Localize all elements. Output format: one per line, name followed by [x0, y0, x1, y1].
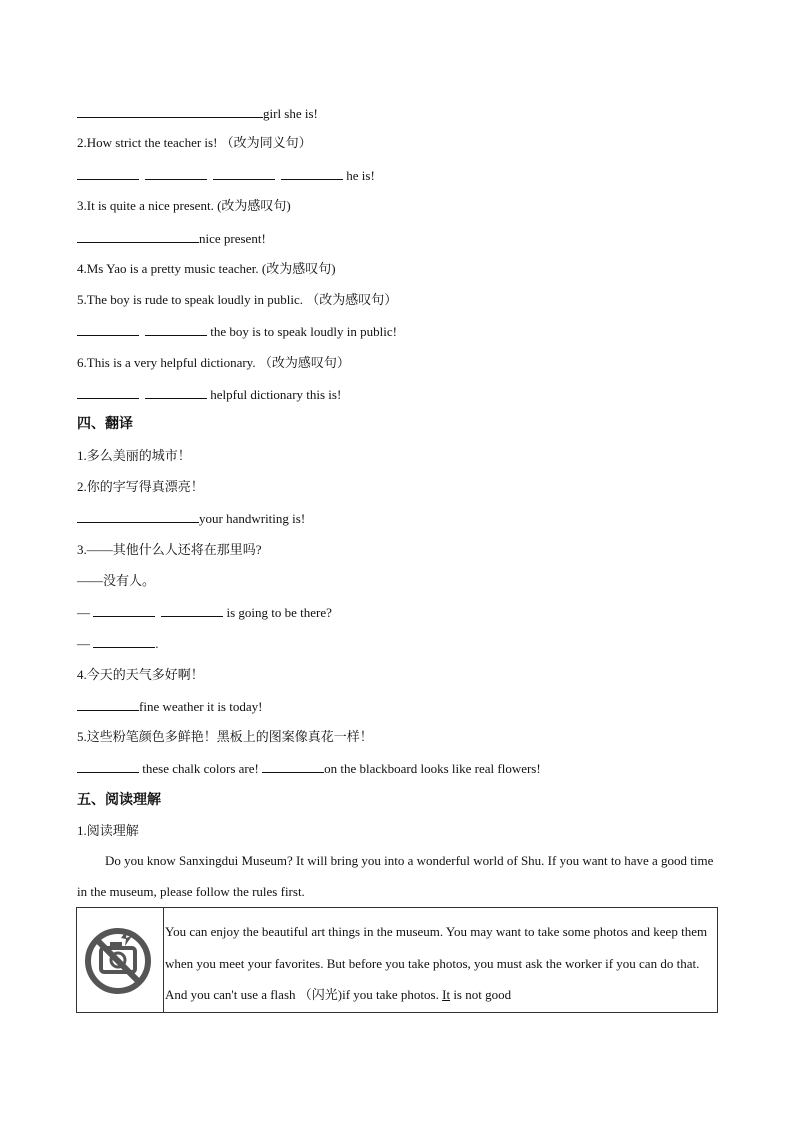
icon-cell: [77, 908, 164, 1012]
question-2: 2.How strict the teacher is! （改为同义句）: [77, 135, 312, 150]
blank[interactable]: [145, 322, 207, 336]
blank[interactable]: [262, 759, 324, 773]
blank[interactable]: [77, 166, 139, 180]
answer-line-5: the boy is to speak loudly in public!: [77, 322, 397, 341]
translation-q3: 3.——其他什么人还将在那里吗?: [77, 542, 262, 557]
translation-a2: your handwriting is!: [77, 509, 305, 528]
section-heading-reading: 五、阅读理解: [77, 792, 161, 808]
reading-intro: Do you know Sanxingdui Museum? It will bring you into a wonderful world of Shu. If you want to have a good time in the museum, please follow the rules first.: [77, 853, 714, 899]
rules-table: [76, 907, 718, 1013]
blank[interactable]: [281, 166, 343, 180]
question-6: 6.This is a very helpful dictionary. （改为感叹句）: [77, 355, 350, 370]
question-5: 5.The boy is rude to speak loudly in public. （改为感叹句）: [77, 292, 398, 307]
translation-a4: fine weather it is today!: [77, 697, 262, 716]
blank[interactable]: [77, 385, 139, 399]
blank[interactable]: [77, 104, 263, 118]
blank[interactable]: [93, 634, 155, 648]
reading-subheading: 1.阅读理解: [77, 823, 139, 838]
translation-q4: 4.今天的天气多好啊！: [77, 667, 204, 682]
translation-a3-2: — .: [77, 636, 159, 651]
rules-text: You can enjoy the beautiful art things in the museum. You may want to take some photos and keep them when you meet your favorites. But before you take photos, you must ask the worker if you can do that. And you can't use a flash （闪光)if you take photos. It is not good: [165, 924, 708, 1002]
blank[interactable]: [145, 385, 207, 399]
blank[interactable]: [93, 603, 155, 617]
answer-line-1: girl she is!: [77, 104, 318, 123]
answer-line-2: he is!: [77, 166, 375, 185]
blank[interactable]: [77, 697, 139, 711]
translation-a3-1: — is going to be there?: [77, 605, 332, 620]
blank[interactable]: [145, 166, 207, 180]
blank[interactable]: [77, 509, 199, 523]
question-3: 3.It is quite a nice present. (改为感叹句): [77, 198, 291, 213]
translation-q3-reply: ——没有人。: [77, 573, 156, 588]
blank[interactable]: [77, 229, 199, 243]
answer-line-3: nice present!: [77, 229, 266, 248]
no-camera-icon: [77, 908, 163, 1012]
blank[interactable]: [77, 322, 139, 336]
translation-a5: these chalk colors are! on the blackboard looks like real flowers!: [77, 759, 541, 778]
blank[interactable]: [77, 759, 139, 773]
translation-q1: 1.多么美丽的城市！: [77, 448, 191, 463]
blank[interactable]: [213, 166, 275, 180]
section-heading-translation: 四、翻译: [77, 416, 133, 432]
translation-q2: 2.你的字写得真漂亮！: [77, 479, 204, 494]
answer-line-6: helpful dictionary this is!: [77, 385, 341, 404]
question-4: 4.Ms Yao is a pretty music teacher. (改为感叹句): [77, 261, 336, 276]
translation-q5: 5.这些粉笔颜色多鲜艳！黑板上的图案像真花一样！: [77, 729, 373, 744]
blank[interactable]: [161, 603, 223, 617]
